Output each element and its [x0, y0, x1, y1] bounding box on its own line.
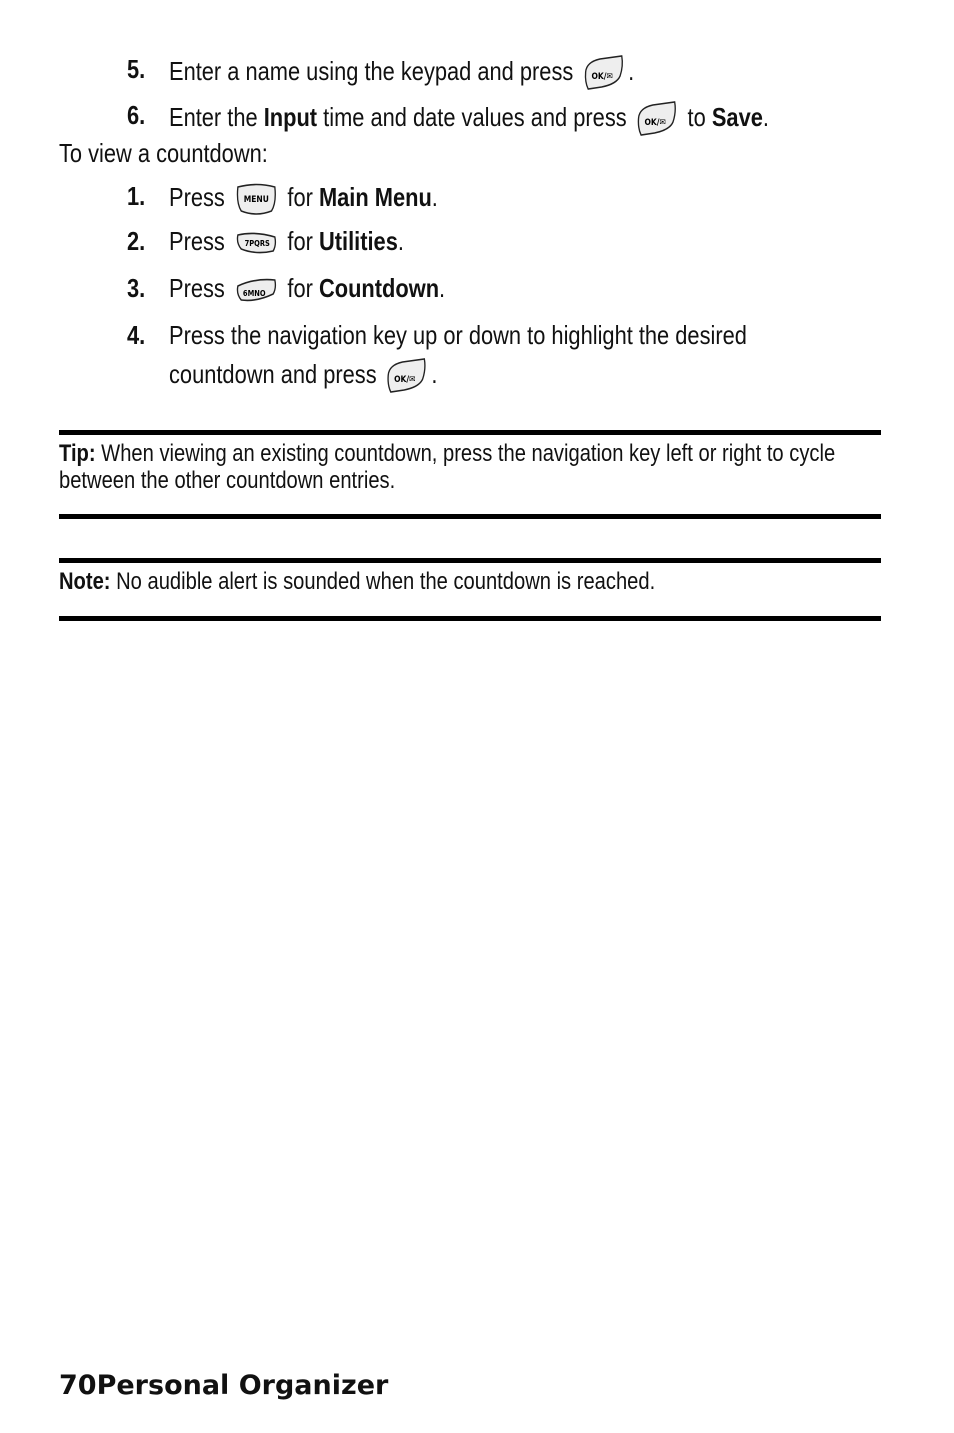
ok-key-icon — [583, 54, 625, 92]
six-mno-key-icon — [234, 276, 278, 304]
step-text: Press MENU for Main Menu. — [169, 181, 489, 217]
menu-key-icon — [234, 181, 278, 217]
tip-text: When viewing an existing countdown, press the navigation key left or right to cycle between the other countdown entries. — [59, 440, 836, 494]
svg-text:OK/✉: OK/✉ — [394, 373, 416, 385]
note-text: No audible alert is sounded when the countdown is reached. — [116, 568, 656, 595]
tip-callout — [59, 440, 881, 494]
step-number: 6. — [127, 100, 146, 130]
step-text: Press the navigation key up or down to highlight the desired — [169, 320, 747, 350]
step-text: Press 6MNO for Countdown. — [169, 273, 446, 303]
note-bottom-rule — [59, 616, 881, 621]
tip-bottom-rule — [59, 514, 881, 519]
section-name: Personal Organizer — [96, 1370, 389, 1401]
step-text: Press 7PQRS for Utilities. — [169, 226, 404, 256]
page-footer — [59, 1370, 388, 1401]
tip-top-rule — [59, 430, 881, 435]
page-number: 70 — [59, 1370, 97, 1401]
step-number: 1. — [127, 181, 146, 211]
step-number: 5. — [127, 54, 146, 84]
ok-key-icon — [386, 357, 428, 395]
step-text-continued: countdown and press OK/✉ . — [169, 357, 489, 395]
step-number: 3. — [127, 273, 146, 303]
tip-label: Tip: — [59, 440, 96, 467]
note-label: Note: — [59, 568, 111, 595]
step-text: Enter the Input time and date values and press OK/✉ to Save. — [169, 100, 883, 138]
svg-text:MENU: MENU — [243, 193, 269, 205]
ok-key-icon — [636, 100, 678, 138]
step-number: 2. — [127, 226, 146, 256]
svg-text:OK/✉: OK/✉ — [644, 116, 666, 128]
step-text: Enter a name using the keypad and press OK/✉ . — [169, 54, 723, 92]
note-top-rule — [59, 558, 881, 563]
svg-text:OK/✉: OK/✉ — [591, 70, 613, 82]
step-number: 4. — [127, 320, 146, 350]
svg-text:6MNO: 6MNO — [242, 288, 266, 299]
svg-text:7PQRS: 7PQRS — [244, 238, 270, 249]
section-intro: To view a countdown: — [59, 138, 268, 168]
seven-pqrs-key-icon — [234, 229, 278, 257]
note-callout — [59, 568, 881, 595]
